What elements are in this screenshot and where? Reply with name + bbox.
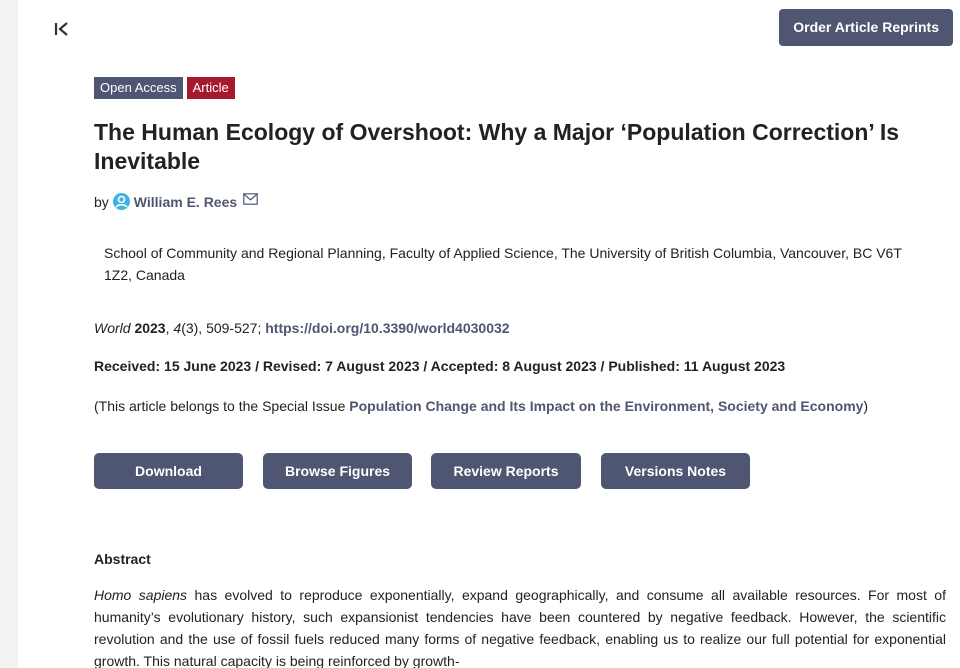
byline [94,193,258,210]
browse-figures-button[interactable]: Browse Figures [263,453,412,489]
open-access-badge[interactable]: Open Access [94,77,183,99]
article-title: The Human Ecology of Overshoot: Why a Major ‘Population Correction’ Is Inevitable [94,119,900,174]
collapse-sidebar-button[interactable] [52,18,72,40]
publication-dates: Received: 15 June 2023 / Revised: 7 August 2023 / Accepted: 8 August 2023 / Published: 11 August 2023 [94,358,786,374]
abstract-heading: Abstract [94,551,151,567]
abstract-species: Homo sapiens [94,587,188,603]
order-reprints-button[interactable]: Order Article Reprints [779,9,953,46]
citation: World 2023, 4(3), 509-527; https://doi.org/10.3390/world4030032 [94,320,510,336]
journal-name: World [94,320,131,336]
citation-year: 2023 [134,320,166,336]
byline-prefix: by [94,193,109,210]
review-reports-button[interactable]: Review Reports [431,453,581,489]
article-page [18,0,960,668]
citation-issue-pages: (3), 509-527; [181,320,262,336]
author-name-link[interactable]: William E. Rees [133,193,238,210]
special-issue-prefix: (This article belongs to the Special Issue [94,398,350,414]
mail-icon[interactable] [243,193,258,205]
collapse-left-icon [53,20,71,38]
special-issue-link[interactable]: Population Change and Its Impact on the Environment, Society and Economy [349,398,864,414]
article-badges [94,77,235,99]
citation-volume: 4 [173,320,182,336]
author-affiliation: School of Community and Regional Planning, Faculty of Applied Science, The University of British Columbia, Vancouver, BC V6T 1Z2, Canada [104,245,902,283]
article-type-badge: Article [187,77,235,99]
abstract-body: has evolved to reproduce exponentially, expand geographically, and consume all available resources. For most of humanity’s evolutionary history, such expansionist tendencies have been countered by negative feedback. However, the scientific revolution and the use of fossil fuels reduced many forms of negative feedback, enabling us to realize our full potential for exponential growth. This natural capacity is being reinforced by growth- [94,587,946,668]
download-button[interactable]: Download [94,453,243,489]
special-issue-note [94,395,960,417]
versions-notes-button[interactable]: Versions Notes [601,453,750,489]
abstract-text [94,584,946,668]
author-profile-icon[interactable] [113,193,130,210]
doi-link[interactable]: https://doi.org/10.3390/world4030032 [265,320,510,336]
special-issue-suffix: ) [863,398,869,414]
